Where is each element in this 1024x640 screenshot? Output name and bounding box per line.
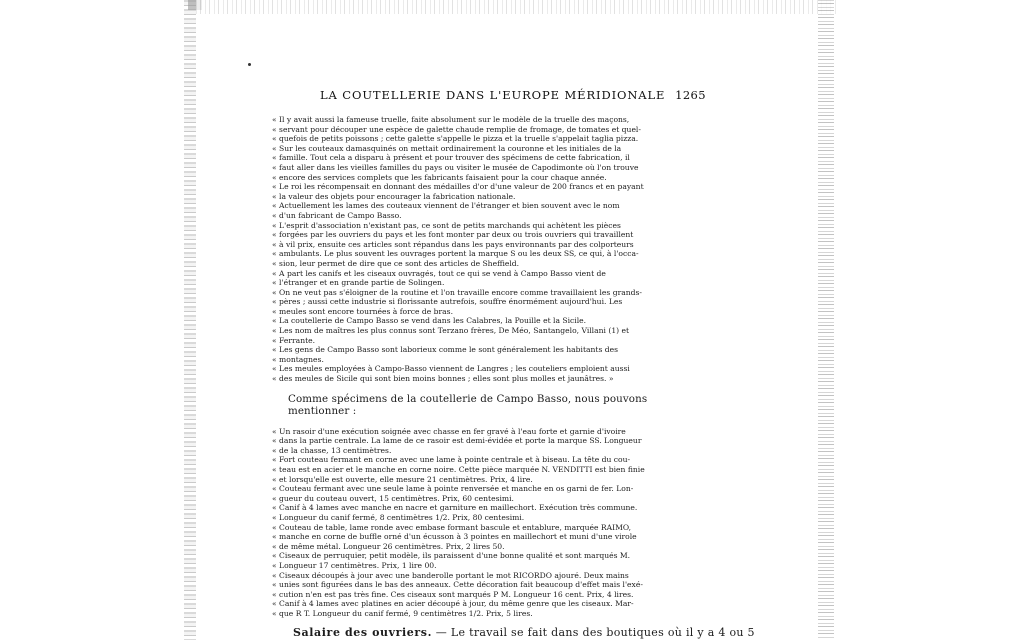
text-line: « meules sont encore tournées à force de bras. bbox=[272, 306, 453, 316]
section-start-line bbox=[293, 626, 755, 639]
text-line: « ambulants. Le plus souvent les ouvrages portent la marque S ou les deux SS, ce qui, à l'occa- bbox=[272, 249, 639, 259]
quoted-passage bbox=[272, 115, 706, 384]
text-line: « Ciseaux découpés à jour avec une banderolle portant le mot RICORDO ajouré. Deux mains bbox=[272, 570, 629, 580]
text-line: « Couteau fermant avec une seule lame à pointe renversée et manche en os garni de fer. Lon- bbox=[272, 484, 634, 494]
text-line: « cution n'en est pas très fine. Ces ciseaux sont marqués P M. Longueur 16 cent. Prix, 4 lires. bbox=[272, 589, 634, 599]
text-line: « et lorsqu'elle est ouverte, elle mesure 21 centimètres. Prix, 4 lire. bbox=[272, 474, 533, 484]
page-number: 1265 bbox=[675, 88, 706, 102]
scan-right-edge bbox=[818, 0, 834, 640]
text-line: « Canif à 4 lames avec platines en acier découpé à jour, du même genre que les ciseaux. Mar- bbox=[272, 599, 634, 609]
intro-sentence: Comme spécimens de la coutellerie de Campo Basso, nous pouvons mentionner : bbox=[288, 392, 648, 417]
text-line: « Actuellement les lames des couteaux viennent de l'étranger et bien souvent avec le nom bbox=[272, 201, 620, 211]
section-heading: Salaire des ouvriers. bbox=[293, 626, 433, 639]
text-line: « sion, leur permet de dire que ce sont des articles de Sheffield. bbox=[272, 258, 520, 268]
text-line: « Ferrante. bbox=[272, 335, 316, 345]
text-line: « A part les canifs et les ciseaux ouvragés, tout ce qui se vend à Campo Basso vient de bbox=[272, 268, 606, 278]
text-line: « unies sont figurées dans le bas des anneaux. Cette décoration fait beaucoup d'effet mais l'exé- bbox=[272, 580, 643, 590]
text-line: « Les gens de Campo Basso sont laborieux comme le sont généralement les habitants des bbox=[272, 345, 619, 355]
text-line: « teau est en acier et le manche en corne noire. Cette pièce marquée N. VENDITTI est bien finie bbox=[272, 465, 645, 474]
text-line: « Sur les couteaux damasquinés on mettait ordinairement la couronne et les initiales de la bbox=[272, 143, 622, 153]
text-line: « la valeur des objets pour encourager la fabrication nationale. bbox=[272, 191, 516, 201]
text-line: « d'un fabricant de Campo Basso. bbox=[272, 210, 402, 220]
text-line: « Couteau de table, lame ronde avec embase formant bascule et entablure, marquée RAIMO, bbox=[272, 522, 632, 532]
text-line: « dans la partie centrale. La lame de ce rasoir est demi-évidée et porte la marque SS. Longueur bbox=[272, 436, 642, 446]
text-line: « L'esprit d'association n'existant pas, ce sont de petits marchands qui achètent les pièces bbox=[272, 220, 621, 230]
text-line: « à vil prix, ensuite ces articles sont répandus dans les pays environnants par des colporteurs bbox=[272, 239, 634, 249]
text-line: « servant pour découper une espèce de galette chaude remplie de fromage, de tomates et quel- bbox=[272, 124, 641, 134]
text-line: « faut aller dans les vieilles familles du pays ou visiter le musée de Capodimonte où l'on trouve bbox=[272, 162, 639, 172]
text-line: « montagnes. bbox=[272, 354, 324, 364]
text-line: « On ne veut pas s'éloigner de la routine et l'on travaille encore comme travaillaient les grands- bbox=[272, 287, 642, 297]
text-line: « forgées par les ouvriers du pays et les font monter par deux ou trois ouvriers qui travaillent bbox=[272, 230, 634, 240]
text-line: « de même métal. Longueur 26 centimètres. Prix, 2 lires 50. bbox=[272, 541, 505, 551]
section-text: — Le travail se fait dans des boutiques où il y a 4 ou 5 bbox=[432, 626, 755, 639]
text-line: « des meules de Sicile qui sont bien moins bonnes ; elles sont plus molles et jaunâtres. » bbox=[272, 374, 614, 384]
running-head bbox=[320, 88, 706, 102]
scan-speck bbox=[248, 63, 251, 66]
text-line: « l'étranger et en grande partie de Solingen. bbox=[272, 278, 445, 288]
text-line: « famille. Tout cela a disparu à présent et pour trouver des spécimens de cette fabrication, il bbox=[272, 153, 630, 163]
text-line: « pères ; aussi cette industrie si florissante autrefois, souffre énormément aujourd'hui. Les bbox=[272, 297, 623, 307]
text-line: « Les meules employées à Campo-Basso viennent de Langres ; les couteliers emploient aussi bbox=[272, 364, 630, 374]
document-page bbox=[272, 88, 706, 619]
text-line: « Les nom de maîtres les plus connus sont Terzano frères, De Méo, Santangelo, Villani (1) et bbox=[272, 326, 630, 336]
text-line: « manche en corne de buffle orné d'un écusson à 3 pointes en maillechort et muni d'une virole bbox=[272, 532, 637, 542]
scan-left-edge bbox=[184, 0, 196, 640]
text-line: « La coutellerie de Campo Basso se vend dans les Calabres, la Pouille et la Sicile. bbox=[272, 316, 587, 326]
text-line: « Le roi les récompensait en donnant des médailles d'or d'une valeur de 200 francs et en payant bbox=[272, 182, 644, 192]
text-line: « gueur du couteau ouvert, 15 centimètres. Prix, 60 centesimi. bbox=[272, 493, 514, 503]
specimen-list bbox=[272, 427, 706, 619]
text-line: « Il y avait aussi la fameuse truelle, faite absolument sur le modèle de la truelle des maçons, bbox=[272, 115, 630, 124]
text-line: « de la chasse, 13 centimètres. bbox=[272, 445, 392, 455]
text-line: « encore des services complets que les fabricants faisaient pour la cour chaque année. bbox=[272, 172, 607, 182]
text-line: « Longueur du canif fermé, 8 centimètres 1/2. Prix, 80 centesimi. bbox=[272, 512, 525, 522]
page-title: LA COUTELLERIE DANS L'EUROPE MÉRIDIONALE bbox=[320, 88, 666, 102]
text-line: « Canif à 4 lames avec manche en nacre et garniture en maillechort. Exécution très commune. bbox=[272, 503, 638, 513]
text-line: « Ciseaux de perruquier, petit modèle, ils paraissent d'une bonne qualité et sont marqués M. bbox=[272, 551, 631, 561]
text-line: « que R T. Longueur du canif fermé, 9 centimètres 1/2. Prix, 5 lires. bbox=[272, 608, 533, 618]
text-line: « Fort couteau fermant en corne avec une lame à pointe centrale et à biseau. La tête du cou- bbox=[272, 455, 631, 465]
text-line: « Longueur 17 centimètres. Prix, 1 lire 00. bbox=[272, 560, 437, 570]
scan-top-edge bbox=[196, 0, 836, 14]
text-line: « Un rasoir d'une exécution soignée avec chasse en fer gravé à l'eau forte et garnie d'ivoire bbox=[272, 426, 626, 436]
text-line: « quefois de petits poissons ; cette galette s'appelle le pizza et la truelle s'appelait taglia pizza. bbox=[272, 134, 639, 144]
